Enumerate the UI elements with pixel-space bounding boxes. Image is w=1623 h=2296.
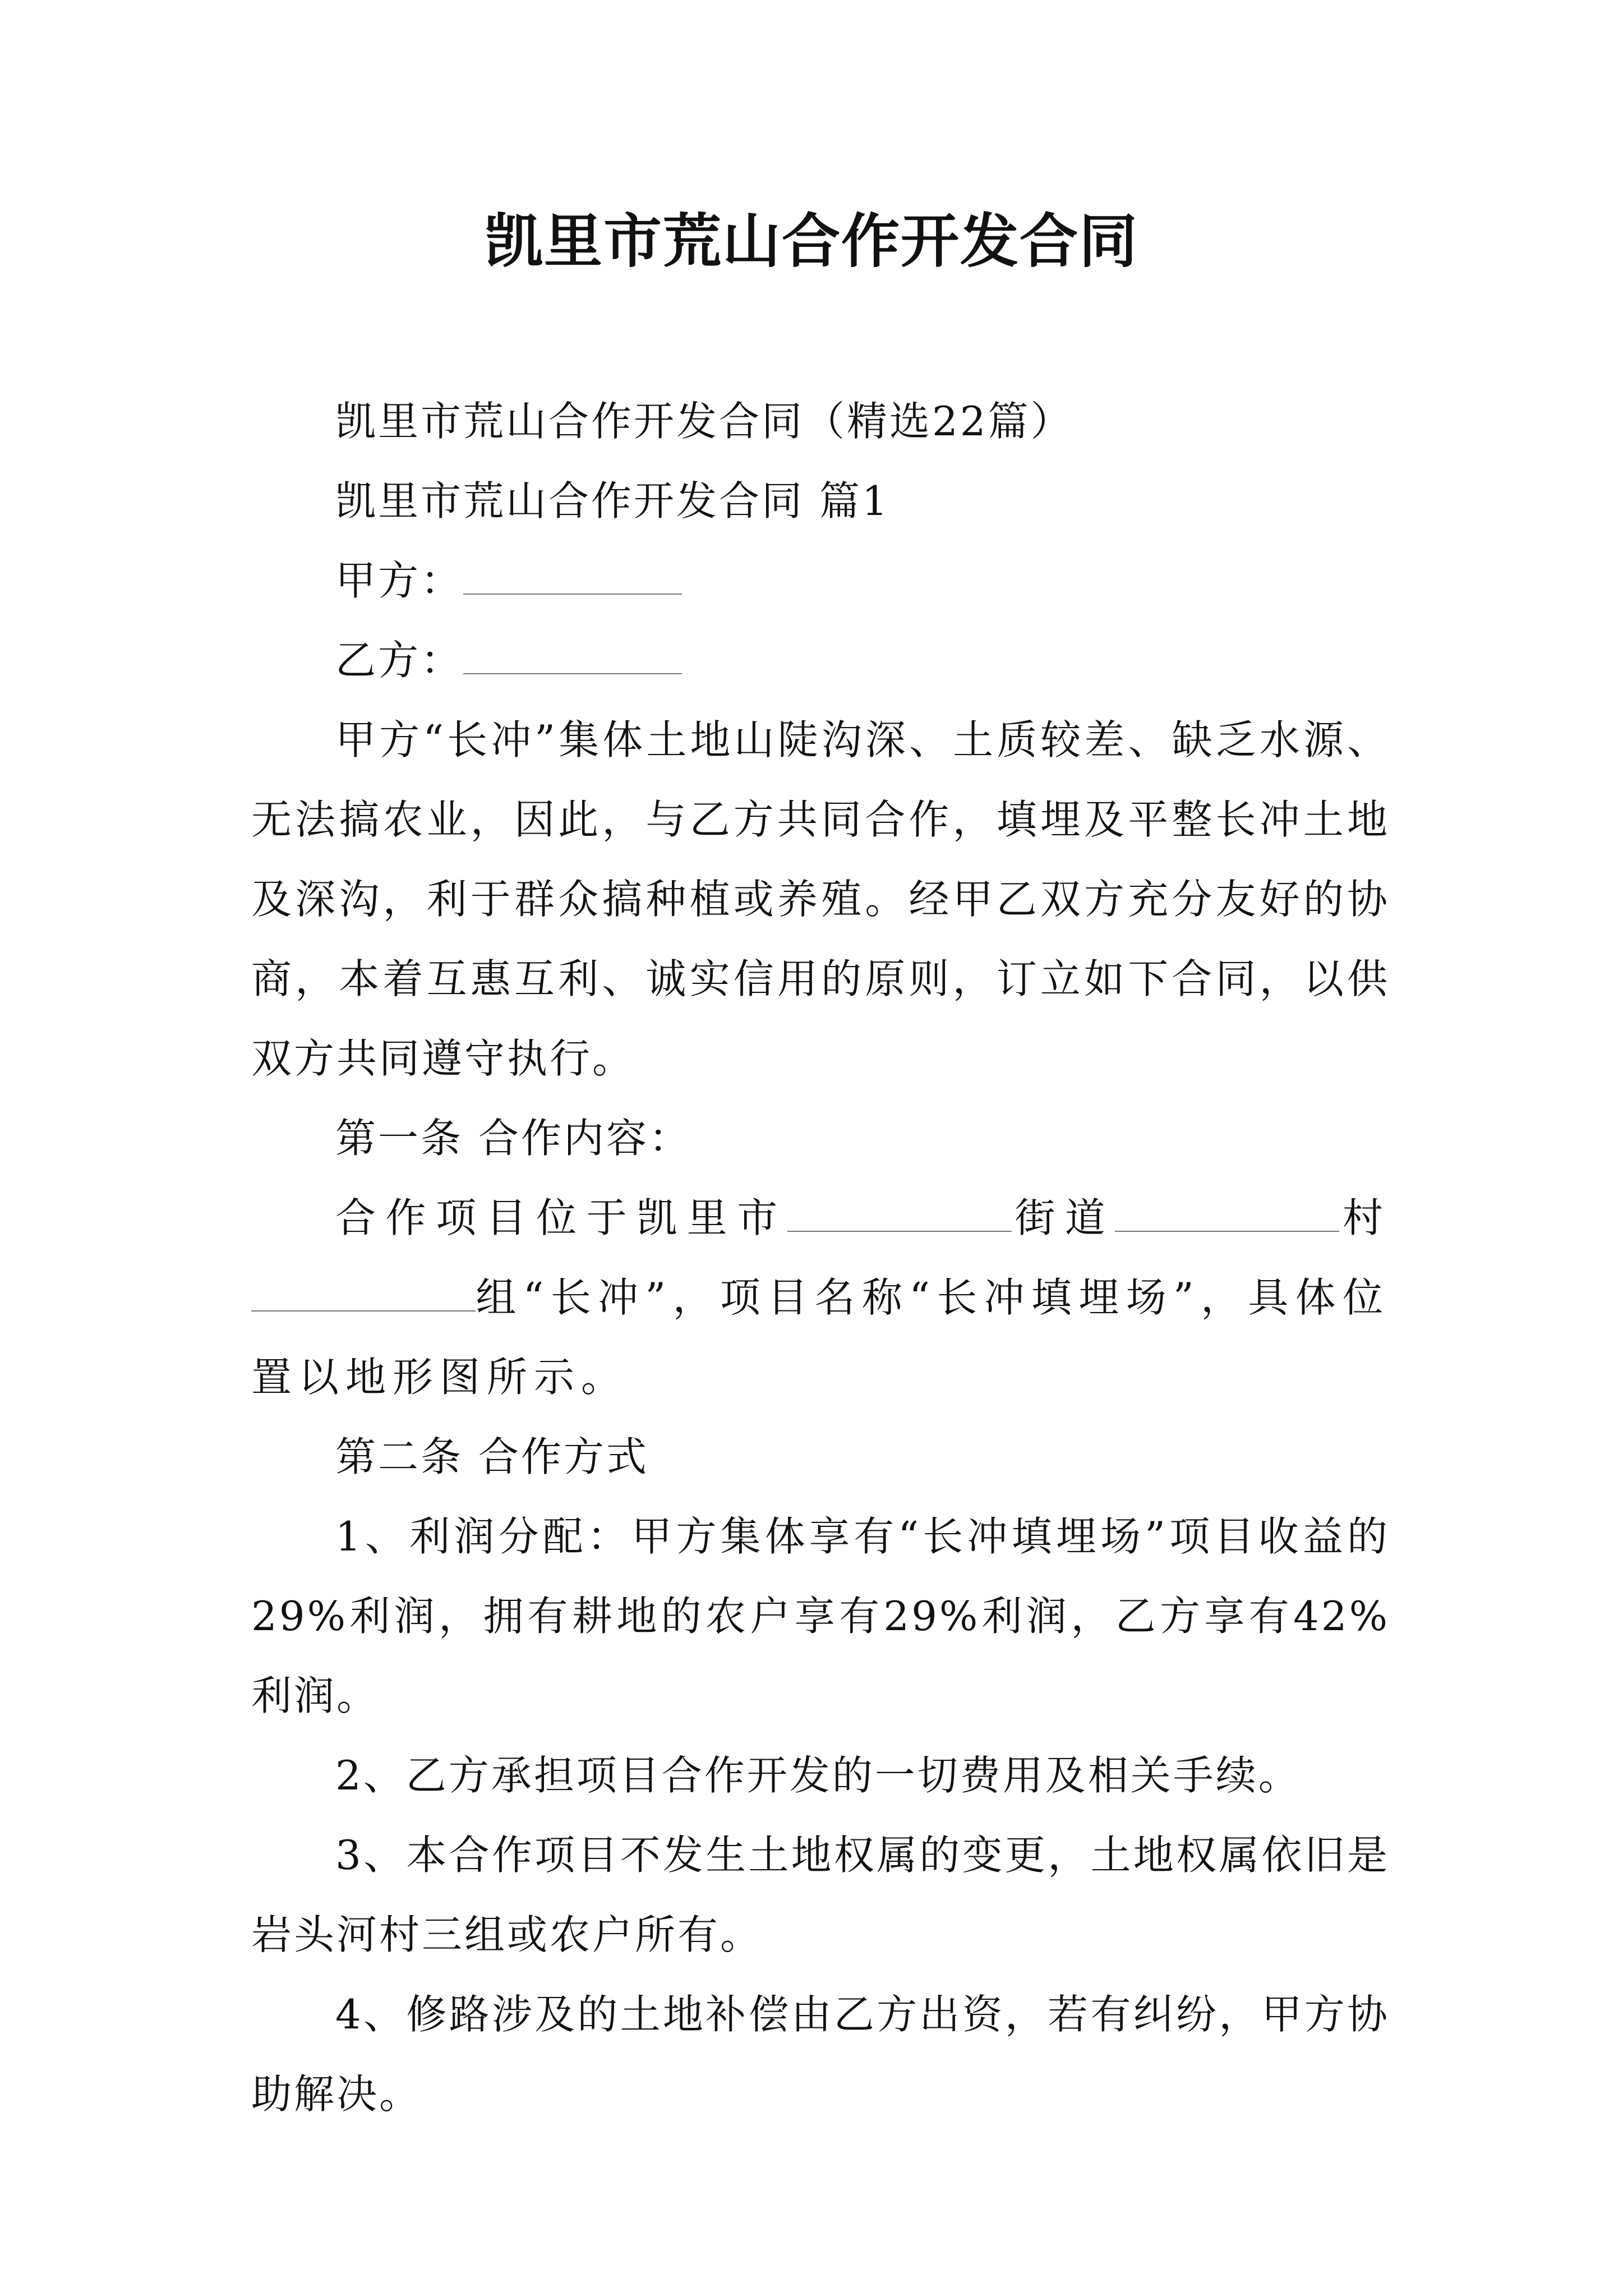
party-a-blank bbox=[463, 560, 682, 595]
document-subtitle: 凯里市荒山合作开发合同（精选22篇） bbox=[335, 398, 1073, 445]
party-b-label: 乙方： bbox=[335, 637, 464, 684]
item-2: 2、乙方承担项目合作开发的一切费用及相关手续。 bbox=[335, 1752, 1301, 1799]
item-3: 3、本合作项目不发生土地权属的变更，土地权属依旧是岩头河村三组或农户所有。 bbox=[251, 1832, 1390, 1958]
section-heading: 凯里市荒山合作开发合同 篇1 bbox=[335, 477, 890, 524]
street-blank bbox=[787, 1197, 1012, 1232]
party-a-label: 甲方： bbox=[335, 557, 464, 604]
item-4: 4、修路涉及的土地补偿由乙方出资，若有纠纷，甲方协助解决。 bbox=[251, 1991, 1390, 2118]
party-b-line bbox=[251, 620, 1390, 700]
article2-heading: 第二条 合作方式 bbox=[335, 1433, 649, 1480]
article1-text-1: 合作项目位于凯里市 bbox=[335, 1194, 787, 1241]
village-blank bbox=[1115, 1197, 1339, 1232]
party-a-line bbox=[251, 541, 1390, 620]
item-1: 1、利润分配：甲方集体享有“长冲填埋场”项目收益的29%利润，拥有耕地的农户享有29%利润，乙方享有42%利润。 bbox=[251, 1513, 1390, 1719]
document-body bbox=[251, 381, 1390, 2134]
article1-heading: 第一条 合作内容： bbox=[335, 1115, 691, 1162]
article1-text-2: 街道 bbox=[1011, 1194, 1115, 1241]
group-blank bbox=[251, 1277, 476, 1312]
article1-text-4: 组“长冲”，项目名称“长冲填埋场”，具体位置以地形图所示。 bbox=[251, 1274, 1390, 1401]
article1-text-3: 村 bbox=[1339, 1194, 1390, 1241]
party-b-blank bbox=[463, 639, 682, 674]
document-title: 凯里市荒山合作开发合同 bbox=[484, 207, 1138, 275]
intro-paragraph: 甲方“长冲”集体土地山陡沟深、土质较差、缺乏水源、无法搞农业，因此，与乙方共同合作，填埋及平整长冲土地及深沟，利于群众搞种植或养殖。经甲乙双方充分友好的协商，本着互惠互利、诚实信用的原则，订立如下合同，以供双方共同遵守执行。 bbox=[251, 716, 1390, 1082]
article1-paragraph bbox=[251, 1178, 1390, 1417]
